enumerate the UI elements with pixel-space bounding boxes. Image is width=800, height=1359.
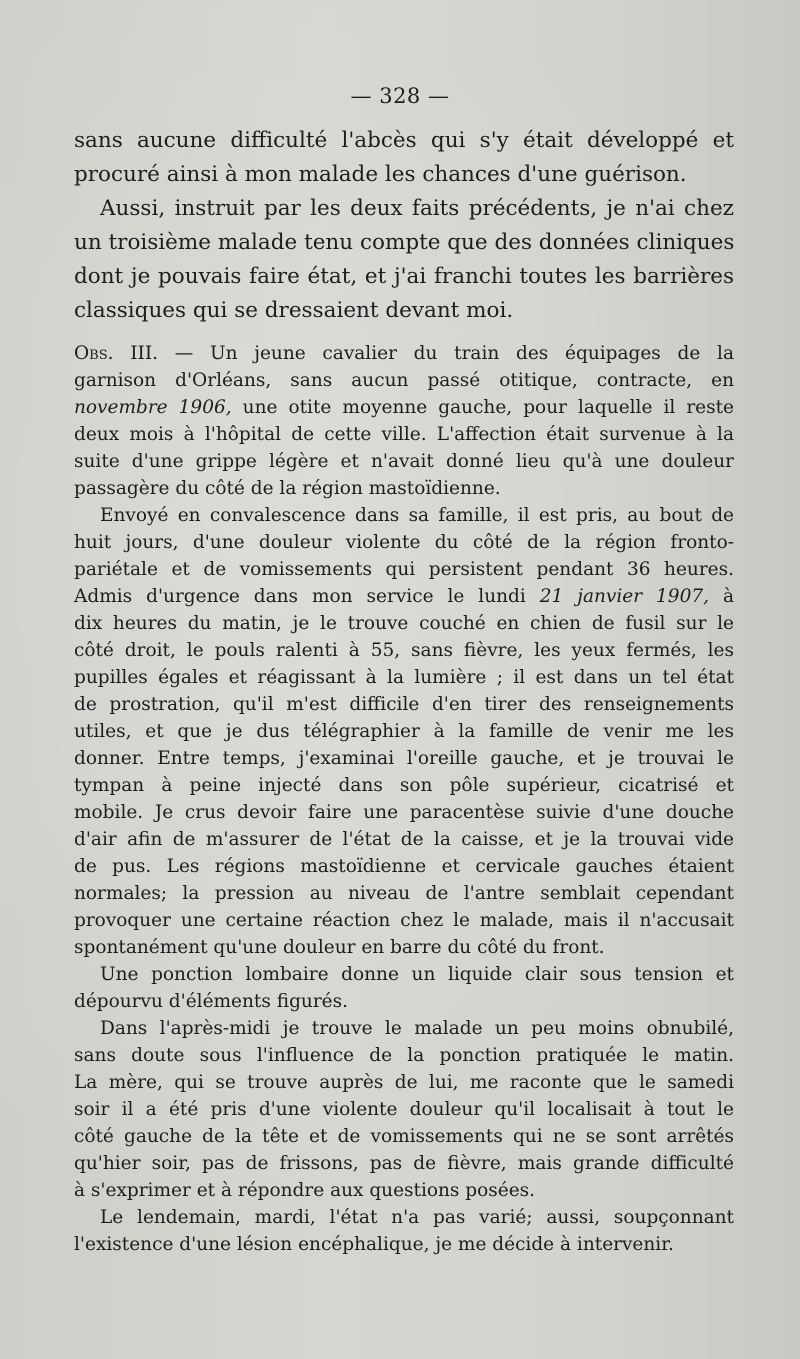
text-line: de pus. Les régions mastoïdienne et cervicale gauches étaient	[74, 856, 734, 877]
observation-section	[74, 340, 734, 1258]
text-line	[74, 583, 734, 610]
text-line: qu'hier soir, pas de frissons, pas de fièvre, mais grande difficulté	[74, 1153, 734, 1174]
text-fragment: une otite moyenne gauche, pour laquelle il reste	[231, 397, 734, 418]
text-line: Dans l'après-midi je trouve le malade un peu moins obnubilé,	[100, 1018, 734, 1039]
text-line: utiles, et que je dus télégraphier à la famille de venir me les	[74, 721, 734, 742]
text-line: un troisième malade tenu compte que des données cliniques	[74, 230, 735, 255]
obs-heading-line	[74, 340, 734, 367]
text-line: Le lendemain, mardi, l'état n'a pas varié; aussi, soupçonnant	[100, 1207, 734, 1228]
text-line: Aussi, instruit par les deux faits précédents, je n'ai chez	[100, 196, 734, 221]
text-line: à s'exprimer et à répondre aux questions posées.	[74, 1180, 536, 1201]
text-line: spontanément qu'une douleur en barre du côté du front.	[74, 937, 605, 958]
date-italic: 21 janvier 1907,	[539, 586, 710, 607]
text-line: donner. Entre temps, j'examinai l'oreille gauche, et je trouvai le	[74, 748, 734, 769]
text-line: La mère, qui se trouve auprès de lui, me raconte que le samedi	[74, 1072, 734, 1093]
text-line: Une ponction lombaire donne un liquide clair sous tension et	[100, 964, 734, 985]
text-line: pariétale et de vomissements qui persistent pendant 36 heures.	[74, 559, 734, 580]
text-line: mobile. Je crus devoir faire une paracentèse suivie d'une douche	[74, 802, 734, 823]
text-line: huit jours, d'une douleur violente du côté de la région fronto-	[74, 532, 734, 553]
paragraph-aussi	[74, 192, 734, 328]
text-line: sans doute sous l'influence de la ponction pratiquée le matin.	[74, 1045, 734, 1066]
text-line: deux mois à l'hôpital de cette ville. L'affection était survenue à la	[74, 424, 734, 445]
text-line: côté gauche de la tête et de vomissements qui ne se sont arrêtés	[74, 1126, 734, 1147]
text-line: passagère du côté de la région mastoïdienne.	[74, 478, 501, 499]
text-line: tympan à peine injecté dans son pôle supérieur, cicatrisé et	[74, 775, 734, 796]
text-line: suite d'une grippe légère et n'avait donné lieu qu'à une douleur	[74, 451, 734, 472]
text-line: l'existence d'une lésion encéphalique, je me décide à intervenir.	[74, 1234, 674, 1255]
text-line: provoquer une certaine réaction chez le malade, mais il n'accusait	[74, 910, 734, 931]
text-line: côté droit, le pouls ralenti à 55, sans fièvre, les yeux fermés, les	[74, 640, 734, 661]
text-line: dix heures du matin, je le trouve couché en chien de fusil sur le	[74, 613, 734, 634]
text-fragment: à	[709, 586, 734, 607]
text-line: de prostration, qu'il m'est difficile d'en tirer des renseignements	[74, 694, 734, 715]
text-line	[74, 394, 734, 421]
text-fragment: Admis d'urgence dans mon service le lundi	[74, 586, 540, 607]
paragraph-abces	[74, 124, 734, 192]
text-line: dépourvu d'éléments figurés.	[74, 991, 348, 1012]
date-italic: novembre 1906,	[74, 397, 232, 418]
text-line: Envoyé en convalescence dans sa famille, il est pris, au bout de	[100, 505, 734, 526]
obs-intro: — Un jeune cavalier du train des équipages de la	[158, 343, 734, 364]
text-line: garnison d'Orléans, sans aucun passé otitique, contracte, en	[74, 370, 734, 391]
text-line: d'air afin de m'assurer de l'état de la caisse, et je la trouvai vide	[74, 829, 734, 850]
text-line: classiques qui se dressaient devant moi.	[74, 298, 514, 323]
text-line: soir il a été pris d'une violente douleur qu'il localisait à tout le	[74, 1099, 734, 1120]
text-line: pupilles égales et réagissant à la lumière ; il est dans un tel état	[74, 667, 734, 688]
page-number: — 328 —	[350, 84, 450, 108]
text-line: procuré ainsi à mon malade les chances d'une guérison.	[74, 162, 687, 187]
text-line: dont je pouvais faire état, et j'ai franchi toutes les barrières	[74, 264, 734, 289]
text-line: sans aucune difficulté l'abcès qui s'y était développé et	[74, 128, 734, 153]
text-line: normales; la pression au niveau de l'antre semblait cependant	[74, 883, 734, 904]
obs-label: Obs. III.	[74, 343, 159, 364]
